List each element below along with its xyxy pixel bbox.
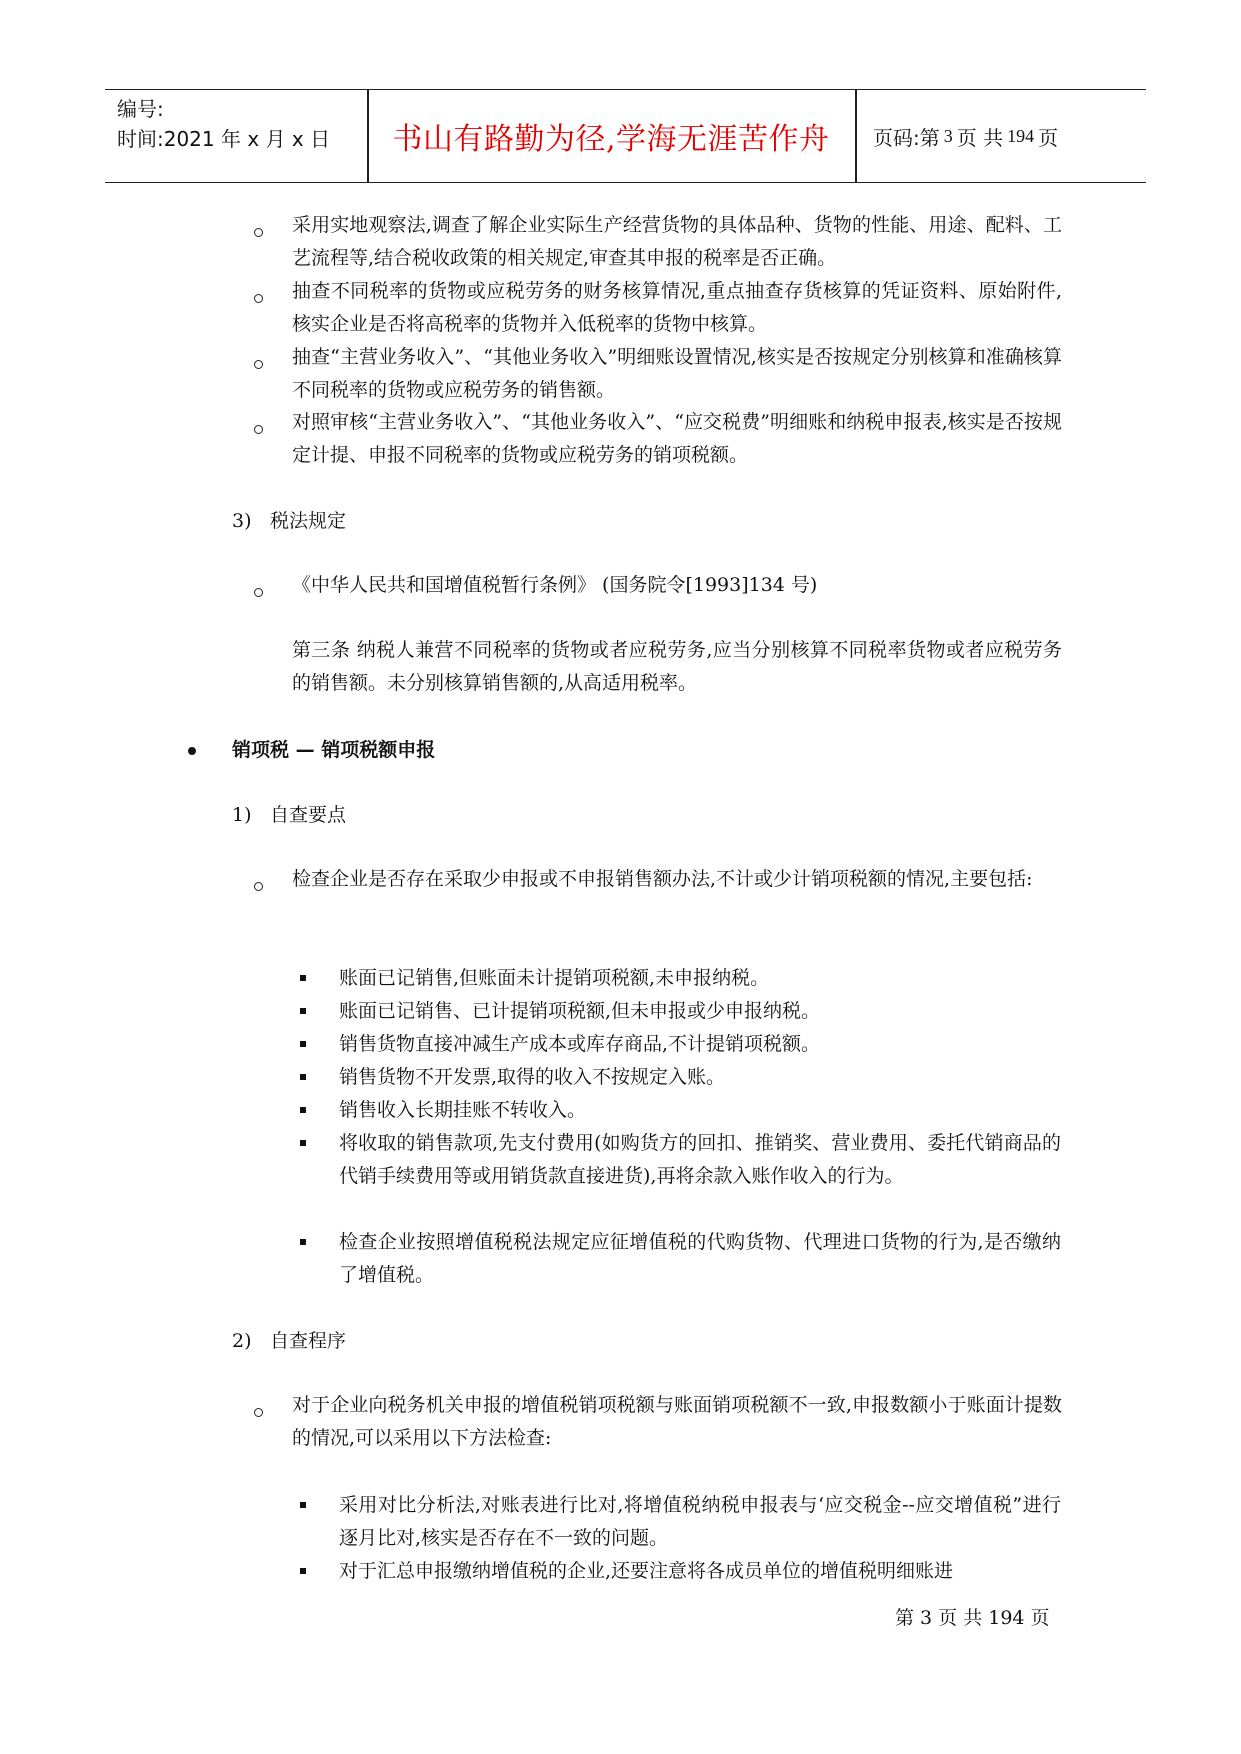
header-divider-right [855, 90, 857, 182]
list-item: 抽查不同税率的货物或应税劳务的财务核算情况,重点抽查存货核算的凭证资料、原始附件,核实企业是否将高税率的货物并入低税率的货物中核算。 [292, 280, 1062, 335]
procedure-heading: 自查程序 [270, 1330, 347, 1352]
law-reference: 《中华人民共和国增值税暂行条例》 (国务院令[1993]134 号) [292, 574, 818, 596]
square-bullet-icon [300, 1140, 306, 1146]
header-meta [117, 94, 330, 154]
circle-bullet-icon [254, 294, 263, 303]
list-item: 销售收入长期挂账不转收入。 [339, 1099, 587, 1121]
square-bullet-icon [300, 1502, 306, 1508]
law-article: 第三条 纳税人兼营不同税率的货物或者应税劳务,应当分别核算不同税率货物或者应税劳务的销售额。未分别核算销售额的,从高适用税率。 [292, 639, 1062, 694]
list-item: 对于汇总申报缴纳增值税的企业,还要注意将各成员单位的增值税明细账进 [339, 1560, 954, 1582]
procedure-intro: 对于企业向税务机关申报的增值税销项税额与账面销项税额不一致,申报数额小于账面计提数的情况,可以采用以下方法检查: [292, 1394, 1062, 1449]
list-item: 对照审核“主营业务收入”、“其他业务收入”、“应交税费”明细账和纳税申报表,核实是否按规定计提、申报不同税率的货物或应税劳务的销项税额。 [292, 411, 1062, 466]
checkpoints-heading: 自查要点 [270, 804, 347, 826]
checkpoints-intro: 检查企业是否存在采取少申报或不申报销售额办法,不计或少计销项税额的情况,主要包括: [292, 868, 1033, 890]
square-bullet-icon [300, 1008, 306, 1014]
page-footer: 第 3 页 共 194 页 [895, 1607, 1050, 1629]
checkpoints-heading-number: 1) [232, 804, 252, 826]
list-item: 将收取的销售款项,先支付费用(如购货方的回扣、推销奖、营业费用、委托代销商品的代销手续费用等或用销货款直接进货),再将余款入账作收入的行为。 [339, 1132, 1061, 1187]
square-bullet-icon [300, 1568, 306, 1574]
page-current: 3 [943, 125, 953, 146]
header-motto: 书山有路勤为径,学海无涯苦作舟 [392, 122, 830, 157]
page-mid: 页 共 [956, 125, 1004, 150]
square-bullet-icon [300, 1107, 306, 1113]
circle-bullet-icon [254, 425, 263, 434]
circle-bullet-icon [254, 882, 263, 891]
law-heading: 税法规定 [270, 510, 347, 532]
square-bullet-icon [300, 975, 306, 981]
document-number-label: 编号: [117, 97, 164, 121]
header-page-info [873, 90, 1058, 182]
page-prefix: 页码:第 [873, 125, 940, 150]
list-item: 销售货物不开发票,取得的收入不按规定入账。 [339, 1066, 726, 1088]
law-heading-number: 3) [232, 510, 252, 532]
page-suffix: 页 [1038, 125, 1059, 150]
square-bullet-icon [300, 1041, 306, 1047]
page-total: 194 [1007, 125, 1035, 146]
square-bullet-icon [300, 1239, 306, 1245]
circle-bullet-icon [254, 588, 263, 597]
list-item: 采用对比分析法,对账表进行比对,将增值税纳税申报表与‘应交税金--应交增值税”进行逐月比对,核实是否存在不一致的问题。 [339, 1494, 1061, 1549]
page-header [105, 89, 1146, 183]
circle-bullet-icon [254, 360, 263, 369]
list-item: 账面已记销售,但账面未计提销项税额,未申报纳税。 [339, 967, 770, 989]
list-item: 采用实地观察法,调查了解企业实际生产经营货物的具体品种、货物的性能、用途、配料、工艺流程等,结合税收政策的相关规定,审查其申报的税率是否正确。 [292, 214, 1062, 269]
section-title: 销项税 — 销项税额申报 [232, 739, 436, 761]
list-item: 抽查“主营业务收入”、“其他业务收入”明细账设置情况,核实是否按规定分别核算和准确核算不同税率的货物或应税劳务的销售额。 [292, 346, 1062, 401]
circle-bullet-icon [254, 228, 263, 237]
list-item: 销售货物直接冲减生产成本或库存商品,不计提销项税额。 [339, 1033, 821, 1055]
disc-bullet-icon [188, 747, 196, 755]
list-item: 检查企业按照增值税税法规定应征增值税的代购货物、代理进口货物的行为,是否缴纳了增值税。 [339, 1231, 1061, 1286]
document-time-label: 时间:2021 年 x 月 x 日 [117, 127, 331, 151]
procedure-heading-number: 2) [232, 1330, 252, 1352]
list-item: 账面已记销售、已计提销项税额,但未申报或少申报纳税。 [339, 1000, 821, 1022]
circle-bullet-icon [254, 1408, 263, 1417]
square-bullet-icon [300, 1074, 306, 1080]
